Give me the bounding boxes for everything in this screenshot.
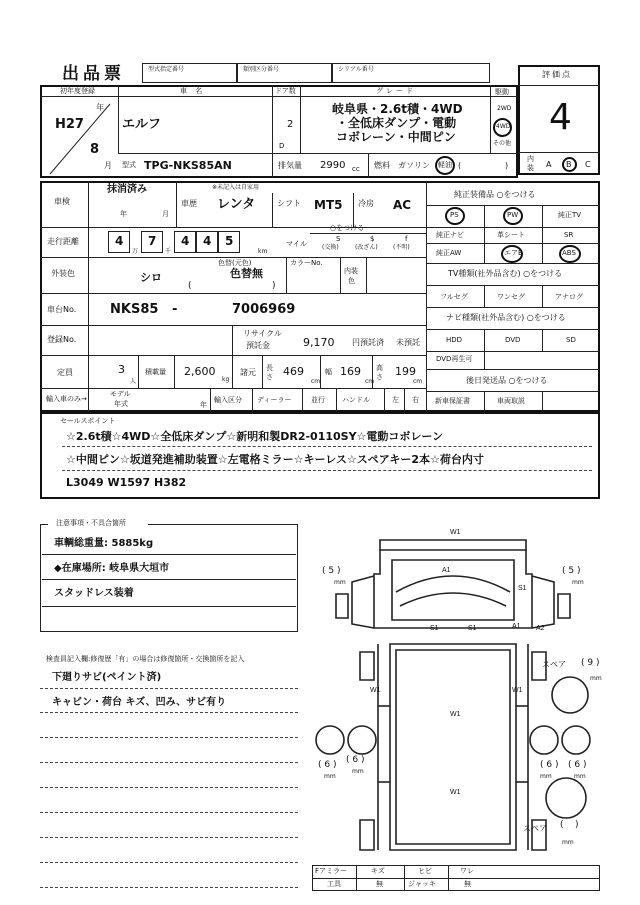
fuel-paren-close: ) [505, 161, 509, 170]
model-label: 型式 [122, 161, 136, 169]
import-class-label: 輸入区分 [214, 396, 242, 404]
color-value: シロ [140, 271, 162, 284]
dim-length-unit: cm [311, 378, 321, 385]
tools-v1: 工具 [327, 880, 341, 888]
repaint-paren: ( [188, 281, 192, 291]
navi-header: ナビ種類(社外品含む) ○をつける [446, 313, 566, 322]
capacity-label: 定員 [57, 368, 73, 377]
spare-2-label: スペア [523, 824, 547, 833]
sales-line-1: ☆2.6t積☆4WD☆全低床ダンプ☆新明和製DR2-0110SY☆電動コボレーン [66, 430, 444, 443]
equip-navi: 純正ナビ [436, 231, 464, 239]
equip-abs: ABS [562, 249, 576, 257]
history-value: レンタ [217, 197, 256, 212]
notes-label: 注意事項・不具合箇所 [56, 519, 126, 527]
import-dealer: ディーラー [257, 396, 292, 404]
equipment-header: 純正装備品 ○をつける [454, 190, 536, 199]
load-value: 2,600 [184, 365, 216, 378]
mileage-digit-1: 4 [115, 234, 124, 248]
spare-1-unit: mm [590, 675, 602, 682]
tread-right-top-paren: ( 5 ) [562, 566, 581, 576]
recycle-unpaid: 未預託 [396, 338, 420, 347]
drive-option-other: その他 [493, 140, 512, 147]
mileage-f: f [405, 235, 408, 243]
tread-rear-4: ( 6 ) [568, 760, 587, 770]
tv-option-one: ワンセグ [497, 293, 525, 301]
grade-line-2: ・全低床ダンプ・電動 [336, 116, 457, 130]
chassis-label: 車台No. [47, 305, 77, 314]
spare-1-label: スペア [542, 660, 566, 669]
shift-value: MT5 [314, 198, 343, 212]
repaint-label: 色替(元色) [218, 259, 252, 267]
drive-label: 駆動 [495, 88, 509, 96]
mark-a1-cab: A1 [442, 567, 451, 574]
color-no-label: カラーNo. [290, 259, 323, 267]
sales-line-2: ☆中間ピン☆坂道発進補助装置☆左電格ミラー☆キーレス☆スペアキー2本☆荷台内寸 [66, 453, 484, 466]
inspector-line-2: キャビン・荷台 キズ、凹み、サビ有り [52, 697, 227, 708]
tools-h4: ワレ [460, 867, 474, 875]
spare-2-paren: ( ) [560, 820, 579, 830]
import-label: 輸入車のみ→ [46, 395, 87, 403]
registration-label: 登録No. [47, 335, 77, 344]
spare-2-unit: mm [562, 839, 574, 846]
mileage-digit-5: 5 [225, 234, 234, 248]
tread-left-top-paren: ( 5 ) [322, 566, 341, 576]
interior-color-label-1: 内装 [344, 267, 358, 275]
mark-w1-left: W1 [370, 687, 381, 694]
interior-label-1: 内 [527, 155, 534, 163]
mileage-digit-3: 4 [181, 234, 190, 248]
navi-dvd-play: DVD再生可 [436, 355, 473, 363]
mileage-f-note: (不明) [393, 244, 410, 251]
import-parallel: 並行 [311, 396, 325, 404]
year-label: 初年度登録 [60, 87, 95, 95]
recycle-label-1: リサイクル [243, 329, 282, 338]
dim-length-label-1: 長さ [266, 364, 273, 381]
door-suffix: D [279, 142, 285, 150]
repaint-paren-close: ) [272, 281, 276, 291]
tread-rear-2-unit: mm [352, 768, 364, 775]
tv-option-analog: アナログ [555, 293, 583, 301]
sales-label: セールスポイント [60, 417, 116, 425]
year-unit: 年 [96, 103, 104, 112]
equip-leather: 革シート [497, 231, 525, 239]
interior-option-c: C [585, 160, 591, 169]
grade-line-1: 岐阜県・2.6t積・4WD [332, 102, 463, 116]
mileage-dollar: $ [370, 235, 375, 243]
inspection-value: 抹消済み [107, 184, 147, 195]
door-label: ドア数 [275, 87, 296, 95]
color-label: 外装色 [51, 269, 75, 278]
mark-a1-right: A1 [512, 623, 521, 630]
aftermarket-header: 後日発送品 ○をつける [466, 376, 548, 385]
mileage-digit-4: 4 [203, 234, 212, 248]
tread-left-top-unit: mm [334, 579, 346, 586]
mileage-dollar-note: (改ざん) [355, 244, 378, 251]
inspector-label: 検査員記入欄:修復歴「有」の場合は修復箇所・交換箇所を記入 [46, 655, 245, 663]
mileage-sen: 千 [165, 248, 172, 255]
dim-width-value: 169 [340, 365, 361, 378]
mark-w1-rear: W1 [450, 789, 461, 796]
mileage-man: 万 [132, 248, 139, 255]
import-handle: ハンドル [342, 396, 370, 404]
recycle-label-2: 預託金 [246, 341, 270, 350]
chassis-prefix: NKS85 [110, 302, 159, 317]
spare-1-paren: ( 9 ) [581, 658, 600, 668]
load-label: 積載量 [145, 368, 166, 376]
tread-rear-3-unit: mm [540, 773, 552, 780]
equip-tv: 純正TV [558, 211, 582, 219]
dim-height-value: 199 [395, 365, 416, 378]
tools-v3: ジャッキ [408, 880, 436, 888]
grade-label: グレード [376, 87, 416, 95]
tread-right-top-unit: mm [572, 579, 584, 586]
notes-line-1: 車輌総重量: 5885kg [54, 538, 154, 549]
navi-option-dvd: DVD [505, 336, 521, 344]
notes-line-3: スタッドレス装着 [54, 588, 134, 599]
displacement-value: 2990 [320, 160, 346, 171]
interior-option-a: A [546, 160, 552, 169]
tread-rear-2: ( 6 ) [346, 755, 365, 765]
fuel-gasoline: ガソリン [398, 161, 430, 170]
aftermarket-manual: 車両取説 [497, 397, 525, 405]
grade-line-3: コボレーン・中間ピン [336, 130, 456, 144]
capacity-unit: 人 [130, 378, 137, 385]
dim-width-unit: cm [365, 378, 375, 385]
mileage-circle-note: ○をつける [330, 224, 365, 232]
tread-rear-1-unit: mm [324, 773, 336, 780]
mark-w1-top: W1 [450, 529, 461, 536]
class-number-label: 類別区分番号 [243, 66, 280, 73]
tools-h1: Fアミラー [315, 867, 348, 875]
capacity-value: 3 [118, 363, 125, 376]
interior-option-b: B [566, 160, 572, 169]
recycle-unit: 円預託済 [352, 338, 384, 347]
tv-header: TV種類(社外品含む) ○をつける [448, 269, 563, 278]
tread-rear-4-unit: mm [574, 773, 586, 780]
inspection-year-unit: 年 [120, 210, 127, 218]
load-unit: kg [222, 376, 230, 383]
form-title: 出品票 [62, 64, 125, 84]
import-year-unit: 年 [200, 401, 207, 409]
import-model-year-2: 年式 [114, 400, 128, 408]
aftermarket-warranty: 新車保証書 [435, 397, 470, 405]
tread-rear-1: ( 6 ) [318, 760, 337, 770]
history-label: 車歴 [181, 199, 197, 208]
door-value: 2 [287, 119, 294, 130]
equip-pw: PW [507, 211, 519, 219]
navi-option-hdd: HDD [446, 336, 463, 344]
fuel-paren: ( [458, 161, 462, 170]
shift-label: シフト [277, 199, 301, 208]
mark-a2-right: A2 [536, 625, 545, 632]
notes-line-2: ◆在庫場所: 岐阜県大垣市 [54, 563, 170, 574]
displacement-unit: cc [352, 165, 360, 173]
equip-ps: PS [450, 211, 459, 219]
mileage-unit-label: マイル [286, 240, 307, 248]
fuel-label: 燃料 [374, 161, 390, 170]
sales-line-3: L3049 W1597 H382 [66, 476, 187, 489]
tools-v2: 無 [376, 880, 383, 888]
car-name-value: エルフ [122, 117, 162, 132]
import-right: 右 [412, 396, 419, 404]
chassis-dash: - [172, 302, 178, 317]
tread-rear-3: ( 6 ) [540, 760, 559, 770]
spec-number-label: 型式指定番号 [148, 66, 185, 73]
chassis-number: 7006969 [232, 302, 296, 317]
equip-airbag: エアB [504, 249, 523, 257]
navi-option-sd: SD [566, 336, 576, 344]
dim-label: 諸元 [240, 368, 256, 377]
dim-width-label: 幅 [325, 368, 332, 376]
inspection-label: 車検 [54, 197, 70, 206]
mark-s1-left: S1 [430, 625, 439, 632]
tools-v4: 無 [464, 880, 471, 888]
interior-label-2: 装 [527, 164, 534, 172]
equip-sr: SR [564, 231, 574, 239]
recycle-value: 9,170 [303, 336, 335, 349]
dim-length-value: 469 [283, 365, 304, 378]
month-value: 8 [90, 142, 100, 157]
dim-height-unit: cm [413, 378, 423, 385]
serial-number-label: シリアル番号 [338, 66, 374, 73]
mark-s1-right: S1 [518, 585, 527, 592]
mark-w1-bed: W1 [450, 711, 461, 718]
import-model-year-1: モデル [110, 390, 131, 398]
mark-w1-right: W1 [512, 687, 523, 694]
tools-h3: ヒビ [418, 867, 432, 875]
fuel-diesel: 軽油 [438, 161, 452, 169]
interior-color-label-2: 色 [348, 277, 355, 285]
cooler-label: 冷房 [358, 199, 374, 208]
drive-option-2wd: 2WD [497, 105, 512, 112]
mileage-km: km [258, 248, 268, 255]
import-left: 左 [392, 396, 399, 404]
year-value: H27 [55, 117, 84, 132]
mileage-digit-2: 7 [148, 234, 157, 248]
mileage-s: S [336, 235, 341, 243]
equip-aw: 純正AW [436, 249, 462, 257]
tools-h2: キズ [371, 867, 385, 875]
repaint-value: 色替無 [230, 267, 263, 280]
cooler-value: AC [393, 198, 412, 212]
history-note: ※未記入は自家用 [212, 184, 260, 191]
inspector-line-1: 下廻りサビ(ペイント済) [52, 672, 162, 683]
mark-s1-mid: S1 [468, 625, 477, 632]
score-label: 評価点 [542, 70, 572, 79]
score-value: 4 [549, 97, 572, 138]
inspection-month-unit: 月 [162, 210, 169, 218]
dim-height-label: 高さ [376, 364, 383, 381]
displacement-label: 排気量 [278, 161, 302, 170]
tv-option-full: フルセグ [440, 293, 468, 301]
model-value: TPG-NKS85AN [144, 159, 232, 172]
car-name-label: 車 名 [180, 87, 206, 95]
month-unit: 月 [104, 161, 112, 170]
mileage-label: 走行距離 [47, 237, 79, 246]
mileage-s-note: (交換) [322, 244, 339, 251]
drive-option-4wd: 4WD [496, 123, 511, 130]
